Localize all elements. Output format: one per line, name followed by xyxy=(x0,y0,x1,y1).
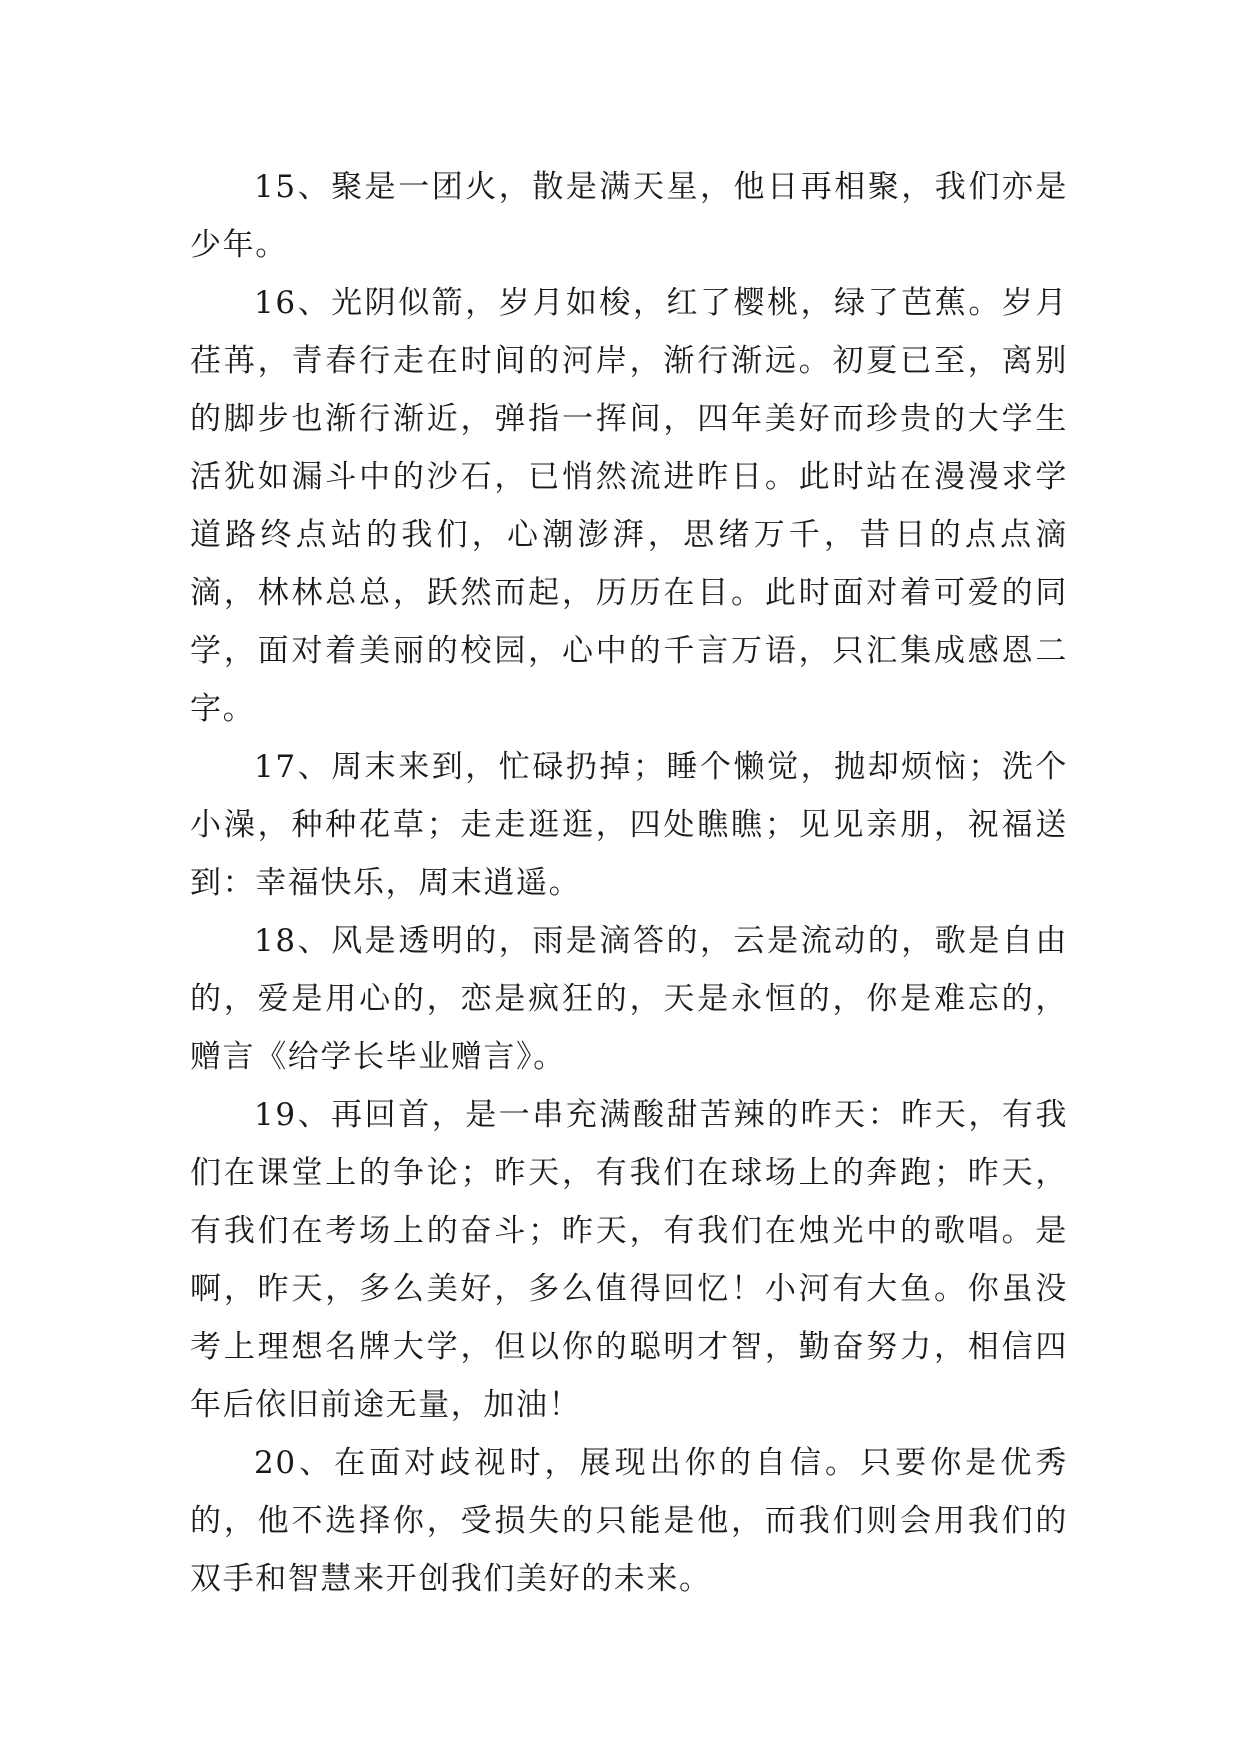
document-body xyxy=(190,158,1068,1608)
paragraph-17: 17、周末来到，忙碌扔掉；睡个懒觉，抛却烦恼；洗个小澡，种种花草；走走逛逛，四处瞧瞧；见见亲朋，祝福送到：幸福快乐，周末逍遥。 xyxy=(190,749,1068,901)
paragraph-18: 18、风是透明的，雨是滴答的，云是流动的，歌是自由的，爱是用心的，恋是疯狂的，天是永恒的，你是难忘的，赠言《给学长毕业赠言》。 xyxy=(190,923,1068,1075)
paragraph-20: 20、在面对歧视时，展现出你的自信。只要你是优秀的，他不选择你，受损失的只能是他，而我们则会用我们的双手和智慧来开创我们美好的未来。 xyxy=(190,1445,1068,1597)
paragraph-16: 16、光阴似箭，岁月如梭，红了樱桃，绿了芭蕉。岁月荏苒，青春行走在时间的河岸，渐行渐远。初夏已至，离别的脚步也渐行渐近，弹指一挥间，四年美好而珍贵的大学生活犹如漏斗中的沙石，已悄然流进昨日。此时站在漫漫求学道路终点站的我们，心潮澎湃，思绪万千，昔日的点点滴滴，林林总总，跃然而起，历历在目。此时面对着可爱的同学，面对着美丽的校园，心中的千言万语，只汇集成感恩二字。 xyxy=(190,285,1068,727)
paragraph-19: 19、再回首，是一串充满酸甜苦辣的昨天：昨天，有我们在课堂上的争论；昨天，有我们在球场上的奔跑；昨天，有我们在考场上的奋斗；昨天，有我们在烛光中的歌唱。是啊，昨天，多么美好，多么值得回忆！小河有大鱼。你虽没考上理想名牌大学，但以你的聪明才智，勤奋努力，相信四年后依旧前途无量，加油！ xyxy=(190,1097,1068,1423)
paragraph-15: 15、聚是一团火，散是满天星，他日再相聚，我们亦是少年。 xyxy=(190,169,1068,263)
